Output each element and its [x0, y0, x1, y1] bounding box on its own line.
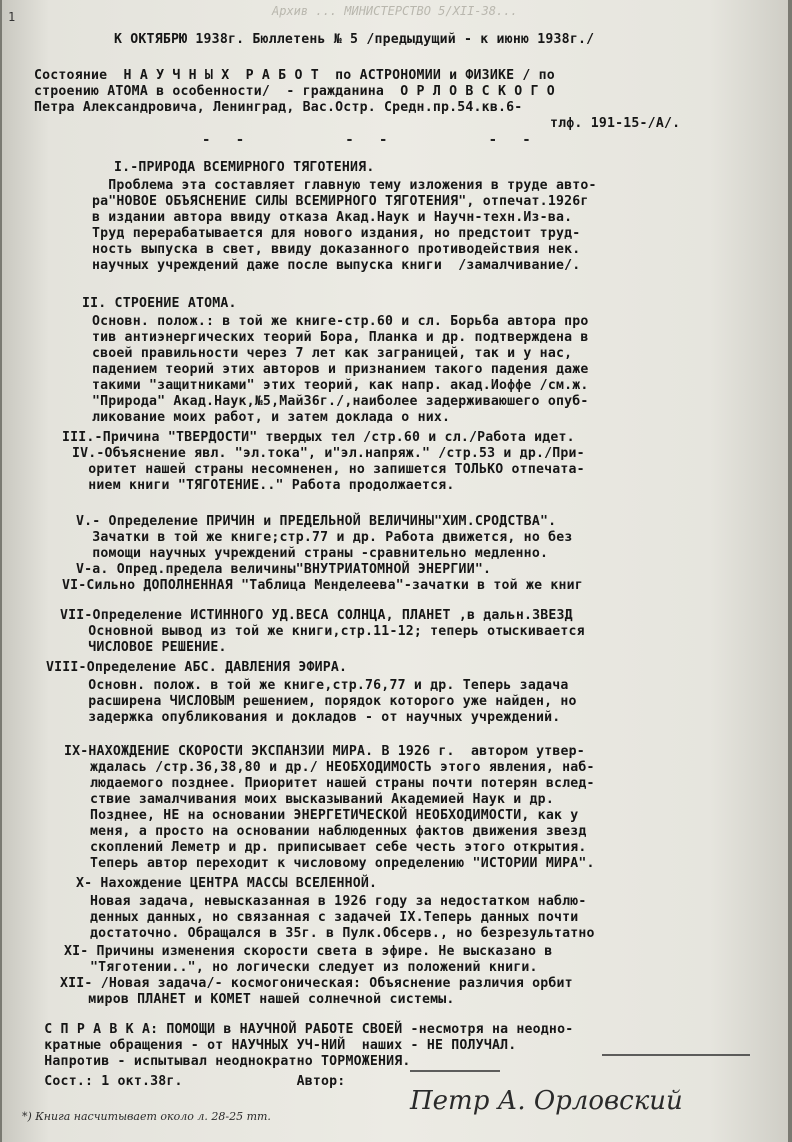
section-line: Основной вывод из той же книги,стр.11-12; теперь отыскивается [72, 624, 585, 639]
section-line: ствие замалчивания моих высказываний Академией Наук и др. [90, 792, 554, 807]
section-line: денных данных, но связанная с задачей IX.Теперь данных почти [90, 910, 579, 925]
section-line: ждалась /стр.36,38,80 и др./ НЕОБХОДИМОСТЬ этого явления, наб- [90, 760, 595, 775]
section-line: ликование моих работ, и затем доклада о них. [92, 410, 451, 425]
section-line: Зачатки в той же книге;стр.77 и др. Работа движется, но без [76, 530, 573, 545]
section-line: расширена ЧИСЛОВЫМ решением, порядок которого уже найден, но [72, 694, 577, 709]
section-line: VII-Определение ИСТИННОГО УД.ВЕСА СОЛНЦА, ПЛАНЕТ ,в дальн.ЗВЕЗД [60, 608, 573, 623]
section-line: меня, а просто на основании наблюденных фактов движения звезд [90, 824, 587, 839]
section-line: Труд перерабатывается для нового издания, но предстоит труд- [92, 226, 581, 241]
section-line: IX-НАХОЖДЕНИЕ СКОРОСТИ ЭКСПАНЗИИ МИРА. В 1926 г. автором утвер- [64, 744, 585, 759]
section-line: XII- /Новая задача/- космогоническая: Объяснение различия орбит [60, 976, 573, 991]
section-line: нием книги "ТЯГОТЕНИЕ.." Работа продолжается. [72, 478, 455, 493]
header-phone-line: тлф. 191-15-/А/. [550, 116, 681, 131]
underline-mark [602, 1054, 750, 1056]
section-line: людаемого позднее. Приоритет нашей страны почти потерян вслед- [90, 776, 595, 791]
section-line: XI- Причины изменения скорости света в эфире. Не высказано в [64, 944, 553, 959]
header-address-line: Петра Александровича, Ленинград, Вас.Остр. Средн.пр.54.кв.6- [34, 100, 523, 115]
handwritten-footnote: *) Книга насчитывает около л. 28-25 тт. [22, 1110, 271, 1123]
section-line: Основн. полож. в той же книге,стр.76,77 и др. Теперь задача [72, 678, 569, 693]
section-line: помощи научных учреждений страны -сравнительно медленно. [76, 546, 549, 561]
section-line: VIII-Определение АБС. ДАВЛЕНИЯ ЭФИРА. [46, 660, 348, 675]
section-line: Теперь автор переходит к числовому определению "ИСТОРИИ МИРА". [90, 856, 595, 871]
section-line: Позднее, НЕ на основании ЭНЕРГЕТИЧЕСКОЙ НЕОБХОДИМОСТИ, как у [90, 808, 579, 823]
author-signature: Петр А. Орловский [410, 1086, 683, 1116]
section-line: кратные обращения - от НАУЧНЫХ УЧ-НИЙ наших - НЕ ПОЛУЧАЛ. [28, 1038, 517, 1053]
section-line: I.-ПРИРОДА ВСЕМИРНОГО ТЯГОТЕНИЯ. [114, 160, 375, 175]
section-line: "Тяготении..", но логически следует из положений книги. [90, 960, 538, 975]
section-line: скоплений Леметр и др. приписывает себе честь этого открытия. [90, 840, 587, 855]
section-line: ра"НОВОЕ ОБЪЯСНЕНИЕ СИЛЫ ВСЕМИРНОГО ТЯГОТЕНИЯ", отпечат.1926г [92, 194, 589, 209]
margin-mark: 1 [8, 10, 16, 24]
section-line: своей правильности через 7 лет как заграницей, так и у нас, [92, 346, 573, 361]
section-line: III.-Причина "ТВЕРДОСТИ" твердых тел /стр.60 и сл./Работа идет. [62, 430, 575, 445]
section-line: в издании автора ввиду отказа Акад.Наук и Научн-техн.Из-ва. [92, 210, 573, 225]
section-line: VI-Сильно ДОПОЛНЕННАЯ "Таблица Менделеева"-зачатки в той же книг [62, 578, 583, 593]
section-line: такими "защитниками" этих теорий, как напр. акад.Иоффе /см.ж. [92, 378, 589, 393]
section-line: Новая задача, невысказанная в 1926 году за недостатком наблю- [90, 894, 587, 909]
section-line: "Природа" Акад.Наук,№5,Май36г./,наиболее задерживаюшего опуб- [92, 394, 589, 409]
section-line: ность выпуска в свет, ввиду доказанного противодействия нек. [92, 242, 581, 257]
section-line: Проблема эта составляет главную тему изложения в труде авто- [92, 178, 597, 193]
underline-mark [410, 1070, 500, 1072]
section-line: миров ПЛАНЕТ и КОМЕТ нашей солнечной системы. [72, 992, 455, 1007]
section-line: Сост.: 1 окт.38г. Автор: [28, 1074, 346, 1089]
section-line: оритет нашей страны несомненен, но запишется ТОЛЬКО отпечата- [72, 462, 585, 477]
section-line: задержка опубликования и докладов - от научных учреждений. [72, 710, 561, 725]
section-line: падением теорий этих авторов и признанием такого падения даже [92, 362, 589, 377]
section-line: научных учреждений даже после выпуска книги /замалчивание/. [92, 258, 581, 273]
section-line: достаточно. Обращался в 35г. в Пулк.Обсерв., но безрезультатно [90, 926, 595, 941]
header-dashes: - - - - - - [202, 132, 531, 148]
header-bulletin-line: К ОКТЯБРЮ 1938г. Бюллетень № 5 /предыдущий - к июню 1938г./ [114, 32, 595, 47]
section-line: II. СТРОЕНИЕ АТОМА. [82, 296, 237, 311]
faint-archive-note: Архив ... МИНИСТЕРСТВО 5/XII-38... [272, 4, 518, 18]
section-line: Напротив - испытывал неоднократно ТОРМОЖЕНИЯ. [28, 1054, 411, 1069]
section-line: тив антиэнергических теорий Бора, Планка и др. подтверждена в [92, 330, 589, 345]
section-line: Основн. полож.: в той же книге-стр.60 и сл. Борьба автора про [92, 314, 589, 329]
section-line: ЧИСЛОВОЕ РЕШЕНИЕ. [72, 640, 227, 655]
section-line: V-а. Опред.предела величины"ВНУТРИАТОМНОЙ ЭНЕРГИИ". [76, 562, 492, 577]
section-line: X- Нахождение ЦЕНТРА МАССЫ ВСЕЛЕННОЙ. [76, 876, 378, 891]
header-state-line: Состояние Н А У Ч Н Ы Х Р А Б О Т по АСТРОНОМИИ и ФИЗИКЕ / по [34, 68, 555, 83]
header-atom-line: строению АТОМА в особенности/ - гражданина О Р Л О В С К О Г О [34, 84, 555, 99]
document-page [2, 0, 788, 1142]
section-line: IV.-Объяснение явл. "эл.тока", и"эл.напряж." /стр.53 и др./При- [72, 446, 585, 461]
section-line: С П Р А В К А: ПОМОЩИ в НАУЧНОЙ РАБОТЕ СВОЕЙ -несмотря на неодно- [28, 1022, 574, 1037]
section-line: V.- Определение ПРИЧИН и ПРЕДЕЛЬНОЙ ВЕЛИЧИНЫ"ХИМ.СРОДСТВА". [76, 514, 557, 529]
